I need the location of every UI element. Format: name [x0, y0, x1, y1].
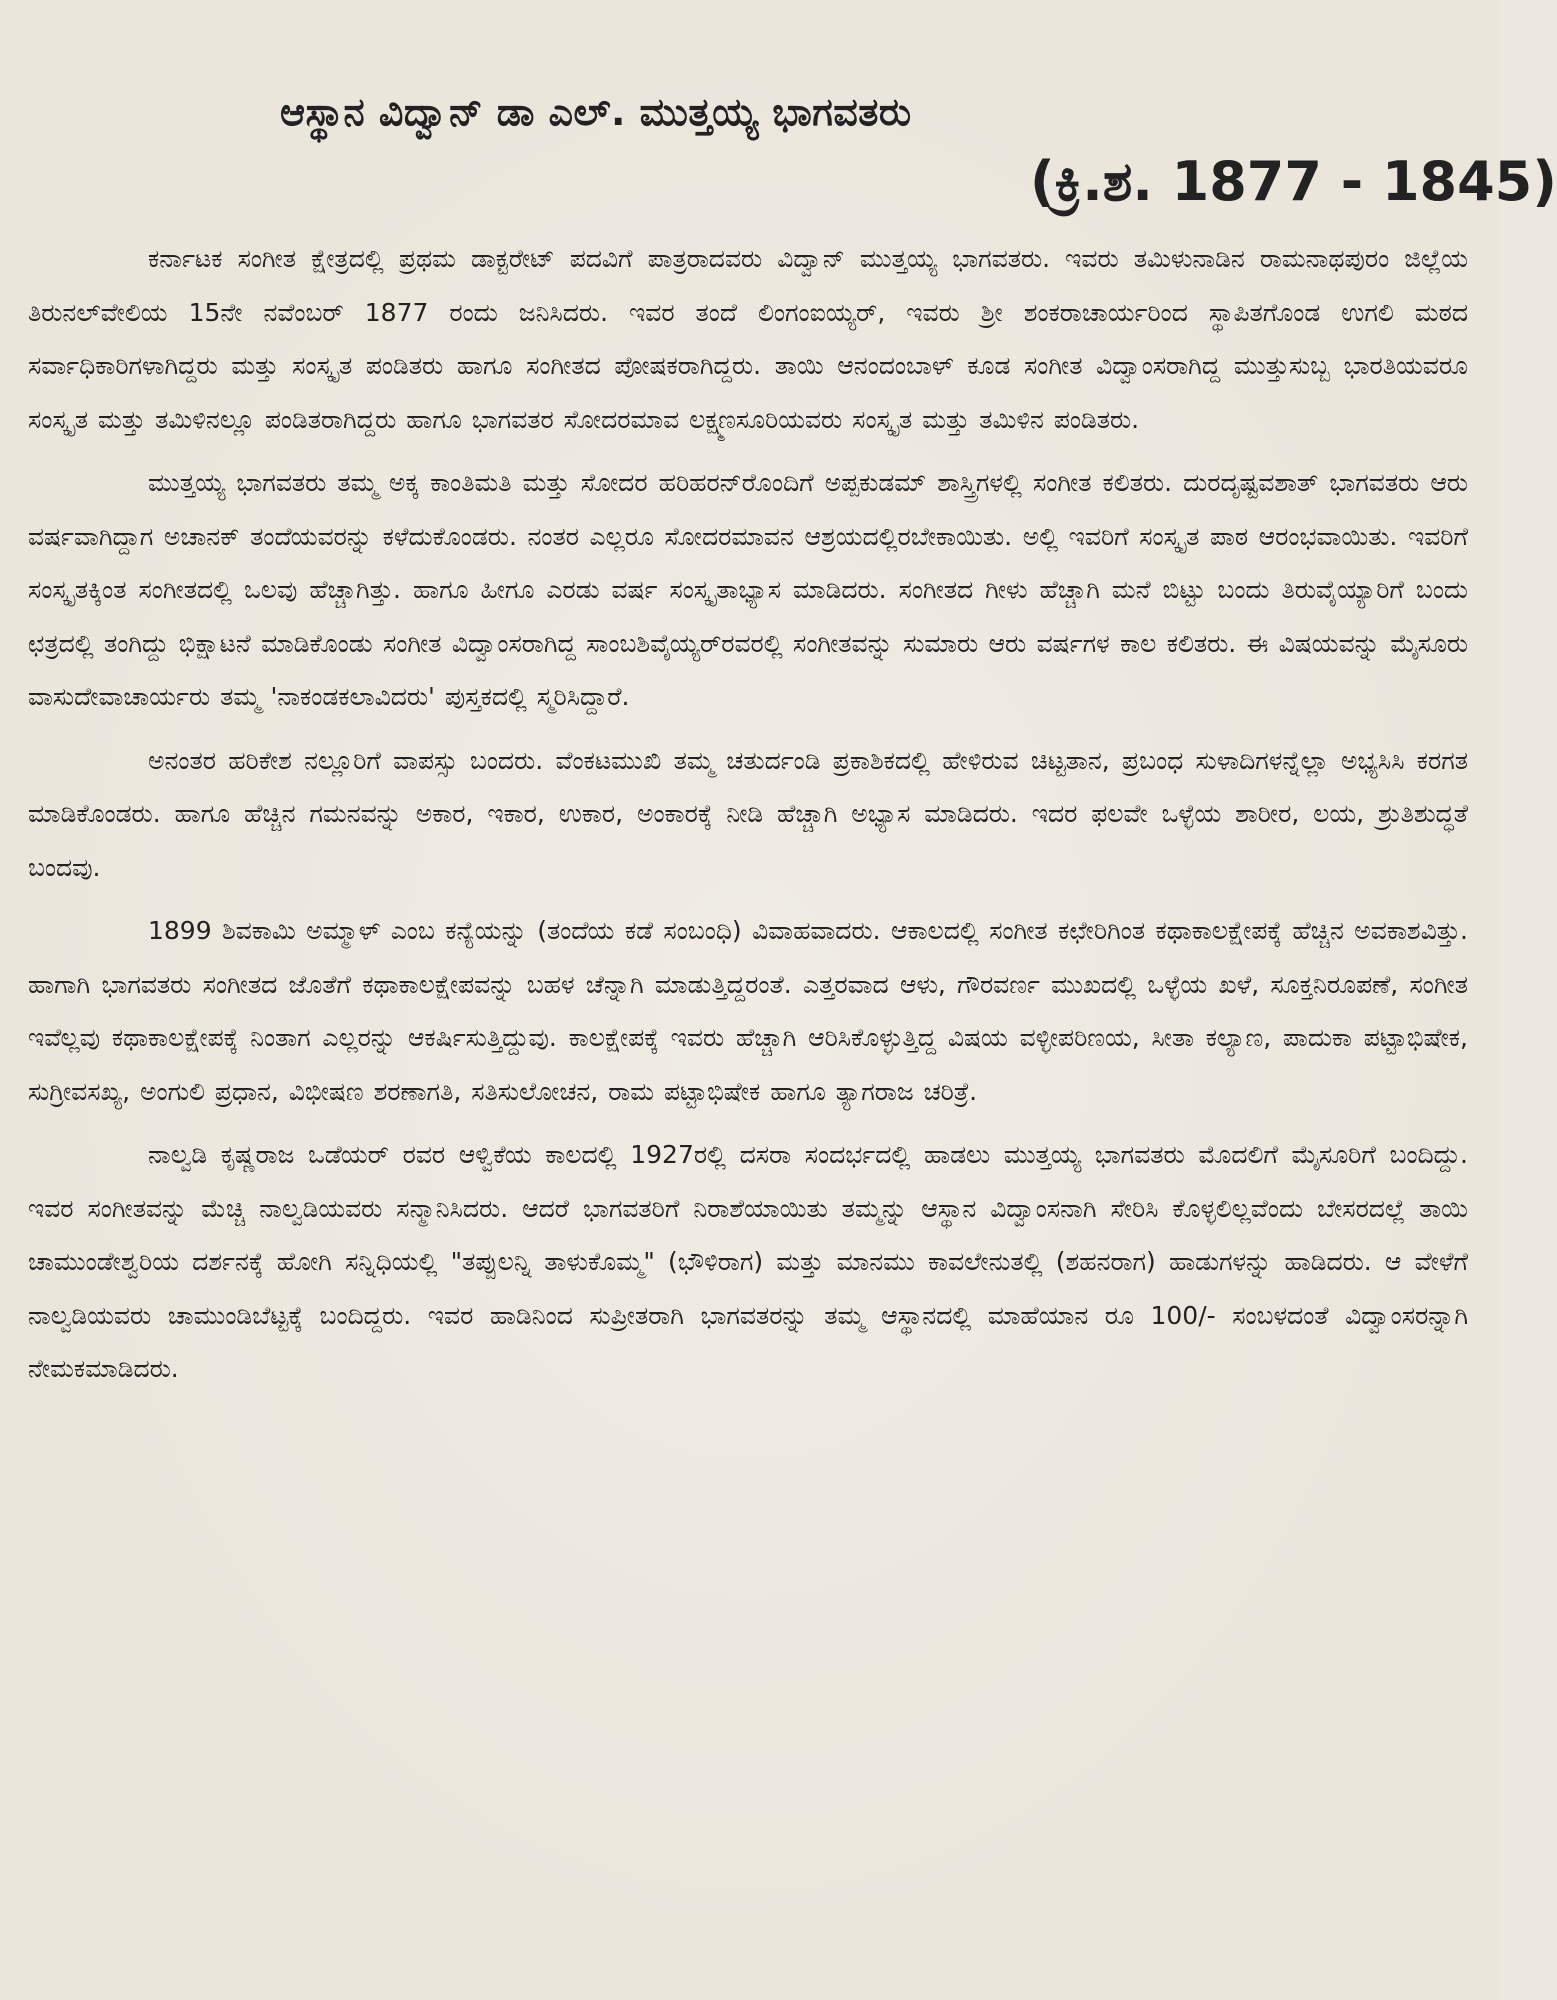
page-title: ಆಸ್ಥಾನ ವಿದ್ವಾನ್ ಡಾ ಎಲ್. ಮುತ್ತಯ್ಯ ಭಾಗವತರು — [280, 90, 912, 134]
paragraph-1: ಕರ್ನಾಟಕ ಸಂಗೀತ ಕ್ಷೇತ್ರದಲ್ಲಿ ಪ್ರಥಮ ಡಾಕ್ಟರೇಟ್ ಪದವಿಗೆ ಪಾತ್ರರಾದವರು ವಿದ್ವಾನ್ ಮುತ್ತಯ್ಯ ಭಾಗವತರು. ಇವರು ತಮಿಳುನಾಡಿನ ರಾಮನಾಥಪುರಂ ಜಿಲ್ಲೆಯ ತಿರುನಲ್‌ವೇಲಿಯ 15ನೇ ನವೆಂಬರ್ 1877 ರಂದು ಜನಿಸಿದರು. ಇವರ ತಂದೆ ಲಿಂಗಂಐಯ್ಯರ್, ಇವರು ಶ್ರೀ ಶಂಕರಾಚಾರ್ಯರಿಂದ ಸ್ಥಾಪಿತಗೊಂಡ ಉಗಲಿ ಮಠದ ಸರ್ವಾಧಿಕಾರಿಗಳಾಗಿದ್ದರು ಮತ್ತು ಸಂಸ್ಕೃತ ಪಂಡಿತರು ಹಾಗೂ ಸಂಗೀತದ ಪೋಷಕರಾಗಿದ್ದರು. ತಾಯಿ ಆನಂದಂಬಾಳ್ ಕೂಡ ಸಂಗೀತ ವಿದ್ವಾಂಸರಾಗಿದ್ದ ಮುತ್ತುಸುಬ್ಬ ಭಾರತಿಯವರೂ ಸಂಸ್ಕೃತ ಮತ್ತು ತಮಿಳಿನಲ್ಲೂ ಪಂಡಿತರಾಗಿದ್ದರು ಹಾಗೂ ಭಾಗವತರ ಸೋದರಮಾವ ಲಕ್ಷ್ಮಣಸೂರಿಯವರು ಸಂಸ್ಕೃತ ಮತ್ತು ತಮಿಳಿನ ಪಂಡಿತರು. — [28, 244, 1468, 434]
document-body — [28, 232, 1468, 1406]
paragraph-2: ಮುತ್ತಯ್ಯ ಭಾಗವತರು ತಮ್ಮ ಅಕ್ಕ ಕಾಂತಿಮತಿ ಮತ್ತು ಸೋದರ ಹರಿಹರನ್‌ರೊಂದಿಗೆ ಅಪ್ಪಕುಡಮ್ ಶಾಸ್ತ್ರಿಗಳಲ್ಲಿ ಸಂಗೀತ ಕಲಿತರು. ದುರದೃಷ್ಟವಶಾತ್ ಭಾಗವತರು ಆರು ವರ್ಷವಾಗಿದ್ದಾಗ ಅಚಾನಕ್ ತಂದೆಯವರನ್ನು ಕಳೆದುಕೊಂಡರು. ನಂತರ ಎಲ್ಲರೂ ಸೋದರಮಾವನ ಆಶ್ರಯದಲ್ಲಿರಬೇಕಾಯಿತು. ಅಲ್ಲಿ ಇವರಿಗೆ ಸಂಸ್ಕೃತ ಪಾಠ ಆರಂಭವಾಯಿತು. ಇವರಿಗೆ ಸಂಸ್ಕೃತಕ್ಕಿಂತ ಸಂಗೀತದಲ್ಲಿ ಒಲವು ಹೆಚ್ಚಾಗಿತ್ತು. ಹಾಗೂ ಹೀಗೂ ಎರಡು ವರ್ಷ ಸಂಸ್ಕೃತಾಭ್ಯಾಸ ಮಾಡಿದರು. ಸಂಗೀತದ ಗೀಳು ಹೆಚ್ಚಾಗಿ ಮನೆ ಬಿಟ್ಟು ಬಂದು ತಿರುವೈಯ್ಯಾರಿಗೆ ಬಂದು ಛತ್ರದಲ್ಲಿ ತಂಗಿದ್ದು ಭಿಕ್ಷಾಟನೆ ಮಾಡಿಕೊಂಡು ಸಂಗೀತ ವಿದ್ವಾಂಸರಾಗಿದ್ದ ಸಾಂಬಶಿವೈಯ್ಯರ್‌ರವರಲ್ಲಿ ಸಂಗೀತವನ್ನು ಸುಮಾರು ಆರು ವರ್ಷಗಳ ಕಾಲ ಕಲಿತರು. ಈ ವಿಷಯವನ್ನು ಮೈಸೂರು ವಾಸುದೇವಾಚಾರ್ಯರು ತಮ್ಮ 'ನಾಕಂಡಕಲಾವಿದರು' ಪುಸ್ತಕದಲ್ಲಿ ಸ್ಮರಿಸಿದ್ದಾರೆ. — [28, 468, 1468, 711]
paragraph-5: ನಾಲ್ವಡಿ ಕೃಷ್ಣರಾಜ ಒಡೆಯರ್ ರವರ ಆಳ್ವಿಕೆಯ ಕಾಲದಲ್ಲಿ 1927ರಲ್ಲಿ ದಸರಾ ಸಂದರ್ಭದಲ್ಲಿ ಹಾಡಲು ಮುತ್ತಯ್ಯ ಭಾಗವತರು ಮೊದಲಿಗೆ ಮೈಸೂರಿಗೆ ಬಂದಿದ್ದು. ಇವರ ಸಂಗೀತವನ್ನು ಮೆಚ್ಚಿ ನಾಲ್ವಡಿಯವರು ಸನ್ಮಾನಿಸಿದರು. ಆದರೆ ಭಾಗವತರಿಗೆ ನಿರಾಶೆಯಾಯಿತು ತಮ್ಮನ್ನು ಆಸ್ಥಾನ ವಿದ್ವಾಂಸನಾಗಿ ಸೇರಿಸಿ ಕೊಳ್ಳಲಿಲ್ಲವೆಂದು ಬೇಸರದಲ್ಲೆ ತಾಯಿ ಚಾಮುಂಡೇಶ್ವರಿಯ ದರ್ಶನಕ್ಕೆ ಹೋಗಿ ಸನ್ನಿಧಿಯಲ್ಲಿ "ತಪ್ಪುಲನ್ನಿ ತಾಳುಕೊಮ್ಮ" (ಭೌಳಿರಾಗ) ಮತ್ತು ಮಾನಮು ಕಾವಲೇನುತಲ್ಲಿ (ಶಹನರಾಗ) ಹಾಡುಗಳನ್ನು ಹಾಡಿದರು. ಆ ವೇಳೆಗೆ ನಾಲ್ವಡಿಯವರು ಚಾಮುಂಡಿಬೆಟ್ಟಕ್ಕೆ ಬಂದಿದ್ದರು. ಇವರ ಹಾಡಿನಿಂದ ಸುಪ್ರೀತರಾಗಿ ಭಾಗವತರನ್ನು ತಮ್ಮ ಆಸ್ಥಾನದಲ್ಲಿ ಮಾಹೆಯಾನ ರೂ 100/- ಸಂಬಳದಂತೆ ವಿದ್ವಾಂಸರನ್ನಾಗಿ ನೇಮಕಮಾಡಿದರು. — [28, 1140, 1468, 1383]
page-subtitle-dates: (ಕ್ರಿ.ಶ. 1877 - 1845) — [1030, 150, 1557, 213]
paragraph-4: 1899 ಶಿವಕಾಮಿ ಅಮ್ಮಾಳ್ ಎಂಬ ಕನ್ಯೆಯನ್ನು (ತಂದೆಯ ಕಡೆ ಸಂಬಂಧಿ) ವಿವಾಹವಾದರು. ಆಕಾಲದಲ್ಲಿ ಸಂಗೀತ ಕಛೇರಿಗಿಂತ ಕಥಾಕಾಲಕ್ಷೇಪಕ್ಕೆ ಹೆಚ್ಚಿನ ಅವಕಾಶವಿತ್ತು. ಹಾಗಾಗಿ ಭಾಗವತರು ಸಂಗೀತದ ಜೊತೆಗೆ ಕಥಾಕಾಲಕ್ಷೇಪವನ್ನು ಬಹಳ ಚೆನ್ನಾಗಿ ಮಾಡುತ್ತಿದ್ದರಂತೆ. ಎತ್ತರವಾದ ಆಳು, ಗೌರವರ್ಣ ಮುಖದಲ್ಲಿ ಒಳ್ಳೆಯ ಖಳೆ, ಸೂಕ್ತನಿರೂಪಣೆ, ಸಂಗೀತ ಇವೆಲ್ಲವು ಕಥಾಕಾಲಕ್ಷೇಪಕ್ಕೆ ನಿಂತಾಗ ಎಲ್ಲರನ್ನು ಆಕರ್ಷಿಸುತ್ತಿದ್ದುವು. ಕಾಲಕ್ಷೇಪಕ್ಕೆ ಇವರು ಹೆಚ್ಚಾಗಿ ಆರಿಸಿಕೊಳ್ಳುತ್ತಿದ್ದ ವಿಷಯ ವಳ್ಳೀಪರಿಣಯ, ಸೀತಾ ಕಲ್ಯಾಣ, ಪಾದುಕಾ ಪಟ್ಟಾಭಿಷೇಕ, ಸುಗ್ರೀವಸಖ್ಯ, ಅಂಗುಲಿ ಪ್ರಧಾನ, ವಿಭೀಷಣ ಶರಣಾಗತಿ, ಸತಿಸುಲೋಚನ, ರಾಮ ಪಟ್ಟಾಭಿಷೇಕ ಹಾಗೂ ತ್ಯಾಗರಾಜ ಚರಿತ್ರೆ. — [28, 916, 1468, 1106]
paragraph-3: ಅನಂತರ ಹರಿಕೇಶ ನಲ್ಲೂರಿಗೆ ವಾಪಸ್ಸು ಬಂದರು. ವೆಂಕಟಮುಖಿ ತಮ್ಮ ಚತುರ್ದಂಡಿ ಪ್ರಕಾಶಿಕದಲ್ಲಿ ಹೇಳಿರುವ ಚಿಟ್ಟತಾನ, ಪ್ರಬಂಧ ಸುಳಾದಿಗಳನ್ನೆಲ್ಲಾ ಅಭ್ಯಸಿಸಿ ಕರಗತ ಮಾಡಿಕೊಂಡರು. ಹಾಗೂ ಹೆಚ್ಚಿನ ಗಮನವನ್ನು ಅಕಾರ, ಇಕಾರ, ಉಕಾರ, ಅಂಕಾರಕ್ಕೆ ನೀಡಿ ಹೆಚ್ಚಾಗಿ ಅಭ್ಯಾಸ ಮಾಡಿದರು. ಇದರ ಫಲವೇ ಒಳ್ಳೆಯ ಶಾರೀರ, ಲಯ, ಶ್ರುತಿಶುದ್ಧತೆ ಬಂದವು. — [28, 745, 1468, 882]
